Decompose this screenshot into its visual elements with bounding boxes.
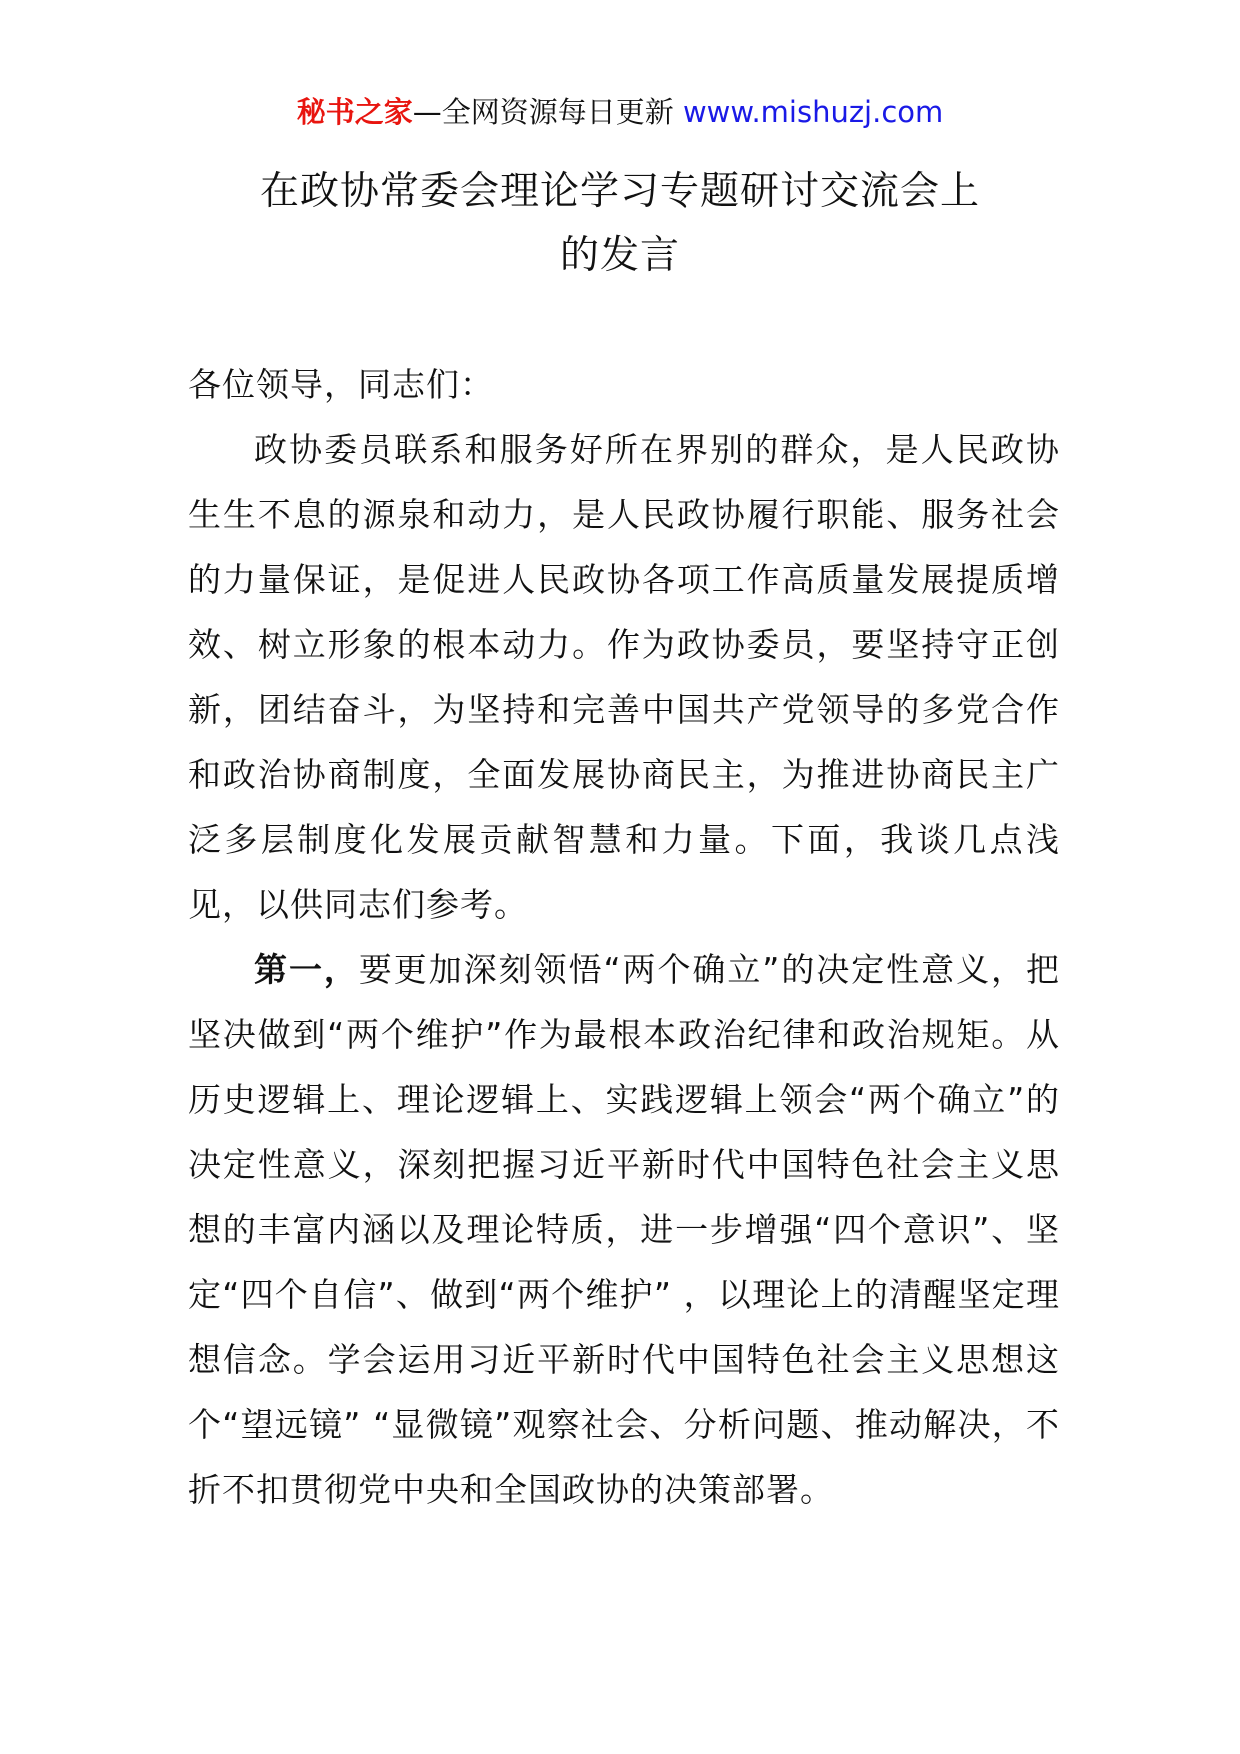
document-body <box>188 352 1060 1522</box>
document-title <box>0 160 1240 288</box>
brand-name: 秘书之家 <box>296 95 413 129</box>
paragraph-first-point <box>188 937 1060 1522</box>
salutation: 各位领导，同志们： <box>188 365 494 404</box>
header-slogan: —全网资源每日更新 <box>412 95 674 129</box>
title-line-1: 在政协常委会理论学习专题研讨交流会上 <box>259 169 980 214</box>
point-lead: 第一， <box>254 950 359 989</box>
paragraph-intro: 政协委员联系和服务好所在界别的群众，是人民政协生生不息的源泉和动力，是人民政协履行职能、服务社会的力量保证，是促进人民政协各项工作高质量发展提质增效、树立形象的根本动力。作为政协委员，要坚持守正创新，团结奋斗，为坚持和完善中国共产党领导的多党合作和政治协商制度，全面发展协商民主，为推进协商民主广泛多层制度化发展贡献智慧和力量。下面，我谈几点浅见，以供同志们参考。 <box>188 430 1060 924</box>
site-header <box>0 92 1240 132</box>
title-line-2: 的发言 <box>559 233 680 278</box>
site-url-link[interactable]: www.mishuzj.com <box>682 95 944 129</box>
point-text: 要更加深刻领悟“两个确立”的决定性意义，把坚决做到“两个维护”作为最根本政治纪律和政治规矩。从历史逻辑上、理论逻辑上、实践逻辑上领会“两个确立”的决定性意义，深刻把握习近平新时代中国特色社会主义思想的丰富内涵以及理论特质，进一步增强“四个意识”、坚定“四个自信”、做到“两个维护” ，以理论上的清醒坚定理想信念。学会运用习近平新时代中国特色社会主义思想这个“望远镜” “显微镜”观察社会、分析问题、推动解决，不折不扣贯彻党中央和全国政协的决策部署。 <box>188 950 1060 1509</box>
